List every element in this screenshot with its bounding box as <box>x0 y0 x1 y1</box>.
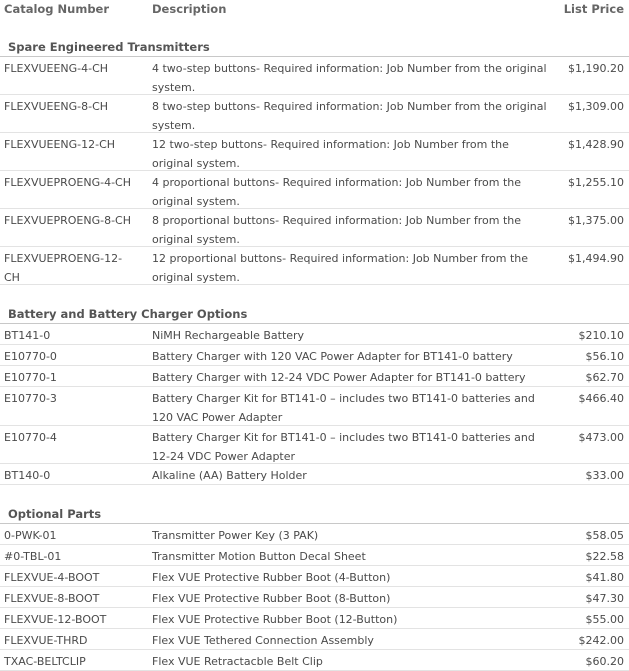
list-price: $210.10 <box>578 329 624 342</box>
catalog-number: FLEXVUEPROENG-12-CH <box>4 252 123 284</box>
list-price: $55.00 <box>585 613 624 626</box>
section-title: Optional Parts <box>8 507 102 521</box>
table-row <box>0 94 629 133</box>
table-row <box>0 344 629 366</box>
catalog-number: FLEXVUEENG-4-CH <box>4 62 109 75</box>
list-price: $60.20 <box>585 655 624 668</box>
list-price: $62.70 <box>585 371 624 384</box>
table-row <box>0 586 629 608</box>
section-heading-spare-transmitters <box>0 36 629 57</box>
table-row <box>0 649 629 671</box>
list-price: $22.58 <box>585 550 624 563</box>
description: 4 two-step buttons- Required information: Job Number from the original system. <box>152 62 547 94</box>
table-row <box>0 463 629 485</box>
description: Battery Charger with 12-24 VDC Power Adapter for BT141-0 battery <box>152 371 526 384</box>
table-row <box>0 565 629 587</box>
list-price: $1,375.00 <box>568 214 624 227</box>
catalog-number: BT140-0 <box>4 469 51 482</box>
header-list-price: List Price <box>563 2 624 16</box>
catalog-number: FLEXVUE-8-BOOT <box>4 592 100 605</box>
list-price: $56.10 <box>585 350 624 363</box>
catalog-number: FLEXVUEPROENG-8-CH <box>4 214 131 227</box>
header-catalog-number: Catalog Number <box>4 2 110 16</box>
section-heading-battery-options <box>0 302 629 324</box>
catalog-number: E10770-3 <box>4 392 57 405</box>
description: 8 two-step buttons- Required information: Job Number from the original system. <box>152 100 547 132</box>
list-price: $1,494.90 <box>568 252 624 265</box>
description: NiMH Rechargeable Battery <box>152 329 305 342</box>
description: Flex VUE Protective Rubber Boot (12-Button) <box>152 613 398 626</box>
description: Flex VUE Protective Rubber Boot (4-Button) <box>152 571 391 584</box>
description: Transmitter Power Key (3 PAK) <box>152 529 319 542</box>
description: 12 proportional buttons- Required information: Job Number from the original system. <box>152 252 528 284</box>
table-row <box>0 523 629 545</box>
catalog-number: 0-PWK-01 <box>4 529 57 542</box>
catalog-number: FLEXVUE-THRD <box>4 634 88 647</box>
table-row <box>0 365 629 387</box>
description: Flex VUE Protective Rubber Boot (8-Button) <box>152 592 391 605</box>
list-price: $47.30 <box>585 592 624 605</box>
list-price: $242.00 <box>578 634 624 647</box>
list-price: $473.00 <box>578 431 624 444</box>
catalog-number: FLEXVUEPROENG-4-CH <box>4 176 131 189</box>
description: Flex VUE Retractacble Belt Clip <box>152 655 323 668</box>
description: Battery Charger Kit for BT141-0 – includes two BT141-0 batteries and 12-24 VDC Power Adapter <box>152 431 535 463</box>
catalog-number: FLEXVUEENG-12-CH <box>4 138 116 151</box>
description: Alkaline (AA) Battery Holder <box>152 469 307 482</box>
table-row <box>0 323 629 345</box>
list-price: $33.00 <box>585 469 624 482</box>
header-description: Description <box>152 2 227 16</box>
table-row <box>0 544 629 566</box>
description: 4 proportional buttons- Required information: Job Number from the original system. <box>152 176 521 208</box>
description: Transmitter Motion Button Decal Sheet <box>152 550 366 563</box>
table-row <box>0 170 629 209</box>
table-row <box>0 132 629 171</box>
catalog-number: BT141-0 <box>4 329 51 342</box>
catalog-number: FLEXVUE-4-BOOT <box>4 571 100 584</box>
list-price: $1,190.20 <box>568 62 624 75</box>
catalog-number: E10770-0 <box>4 350 57 363</box>
catalog-number: E10770-1 <box>4 371 57 384</box>
section-heading-optional-parts <box>0 502 629 524</box>
list-price: $58.05 <box>585 529 624 542</box>
catalog-number: FLEXVUE-12-BOOT <box>4 613 107 626</box>
section-title: Battery and Battery Charger Options <box>8 307 248 321</box>
description: Battery Charger Kit for BT141-0 – includes two BT141-0 batteries and 120 VAC Power Adapter <box>152 392 535 424</box>
description: 12 two-step buttons- Required information: Job Number from the original system. <box>152 138 509 170</box>
catalog-number: #0-TBL-01 <box>4 550 62 563</box>
table-row <box>0 386 629 426</box>
table-row <box>0 56 629 95</box>
table-row <box>0 607 629 629</box>
table-row <box>0 628 629 650</box>
table-row <box>0 246 629 285</box>
description: Flex VUE Tethered Connection Assembly <box>152 634 374 647</box>
list-price: $1,428.90 <box>568 138 624 151</box>
table-row <box>0 425 629 464</box>
table-row <box>0 208 629 247</box>
catalog-number: E10770-4 <box>4 431 57 444</box>
section-title: Spare Engineered Transmitters <box>8 40 210 54</box>
description: Battery Charger with 120 VAC Power Adapter for BT141-0 battery <box>152 350 513 363</box>
catalog-number: FLEXVUEENG-8-CH <box>4 100 109 113</box>
list-price: $41.80 <box>585 571 624 584</box>
list-price: $1,255.10 <box>568 176 624 189</box>
description: 8 proportional buttons- Required information: Job Number from the original system. <box>152 214 521 246</box>
list-price: $1,309.00 <box>568 100 624 113</box>
list-price: $466.40 <box>578 392 624 405</box>
catalog-number: TXAC-BELTCLIP <box>4 655 86 668</box>
